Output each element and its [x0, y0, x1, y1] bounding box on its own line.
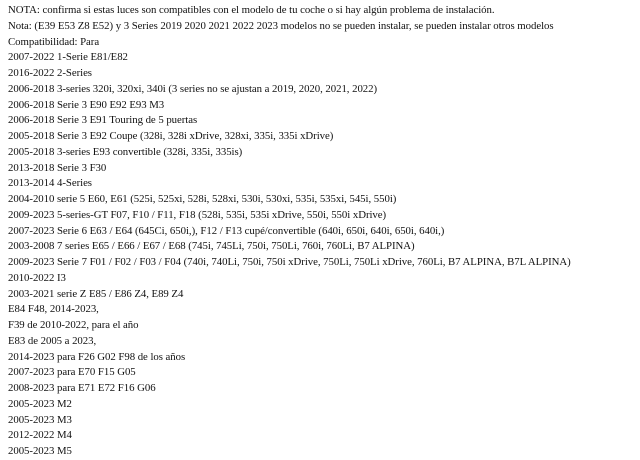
compat-line-3-series-m3: 2006-2018 Serie 3 E90 E92 E93 M3	[8, 98, 165, 111]
compat-line-3-series-f30: 2013-2018 Serie 3 F30	[8, 161, 107, 174]
compat-line-m4: 2012-2022 M4	[8, 429, 72, 442]
compat-line-z-series: 2003-2021 serie Z E85 / E86 Z4, E89 Z4	[8, 287, 184, 300]
compat-line-3-series-320i: 2006-2018 3-series 320i, 320xi, 340i (3 series no se ajustan a 2019, 2020, 2021, 2022)	[8, 82, 378, 95]
compat-line-5-series-e60: 2004-2010 serie 5 E60, E61 (525i, 525xi, 528i, 528xi, 530i, 530xi, 535i, 535xi, 545i, 550i)	[8, 193, 397, 205]
compatibility-heading: Compatibilidad: Para	[8, 35, 100, 48]
note-excluded-models: Nota: (E39 E53 Z8 E52) y 3 Series 2019 2020 2021 2022 2023 modelos no se pueden instalar, se pueden instalar otros modelos	[8, 19, 554, 32]
compat-line-e83: E83 de 2005 a 2023,	[8, 334, 97, 347]
compat-line-4-series: 2013-2014 4-Series	[8, 177, 92, 190]
compat-line-e84-f48: E84 F48, 2014-2023,	[8, 303, 99, 316]
compat-line-m3: 2005-2023 M3	[8, 413, 72, 426]
compat-line-3-series-touring: 2006-2018 Serie 3 E91 Touring de 5 puertas	[8, 114, 198, 127]
compat-line-3-series-convertible: 2005-2018 3-series E93 convertible (328i, 335i, 335is)	[8, 145, 243, 158]
compat-line-i3: 2010-2022 I3	[8, 271, 66, 284]
compat-line-m2: 2005-2023 M2	[8, 397, 72, 410]
compat-line-7-series-e65: 2003-2008 7 series E65 / E66 / E67 / E68 (745i, 745Li, 750i, 750Li, 760i, 760Li, B7 ALPINA)	[8, 240, 415, 253]
compat-line-6-series: 2007-2023 Serie 6 E63 / E64 (645Ci, 650i,), F12 / F13 cupé/convertible (640i, 650i, 640i, 650i, 640i,)	[8, 224, 445, 237]
compat-line-5-series-gt: 2009-2023 5-series-GT F07, F10 / F11, F18 (528i, 535i, 535i xDrive, 550i, 550i xDrive)	[8, 208, 387, 221]
note-confirm-compatibility: NOTA: confirma si estas luces son compatibles con el modelo de tu coche o si hay algún problema de instalación.	[8, 4, 495, 16]
compat-line-7-series-f01: 2009-2023 Serie 7 F01 / F02 / F03 / F04 (740i, 740Li, 750i, 750i xDrive, 750Li, 750Li xDrive, 760Li, B7 ALPINA, B7L ALPINA)	[8, 256, 571, 268]
compat-line-1-series: 2007-2022 1-Serie E81/E82	[8, 51, 128, 64]
compat-line-e70-f15: 2007-2023 para E70 F15 G05	[8, 366, 136, 379]
compat-line-3-series-coupe: 2005-2018 Serie 3 E92 Coupe (328i, 328i xDrive, 328xi, 335i, 335i xDrive)	[8, 130, 334, 142]
compat-line-m5: 2005-2023 M5	[8, 445, 72, 457]
compat-line-e71-e72: 2008-2023 para E71 E72 F16 G06	[8, 382, 156, 394]
compat-line-f26-g02: 2014-2023 para F26 G02 F98 de los años	[8, 350, 186, 363]
compat-line-2-series: 2016-2022 2-Series	[8, 67, 92, 79]
compat-line-f39: F39 de 2010-2022, para el año	[8, 319, 139, 331]
